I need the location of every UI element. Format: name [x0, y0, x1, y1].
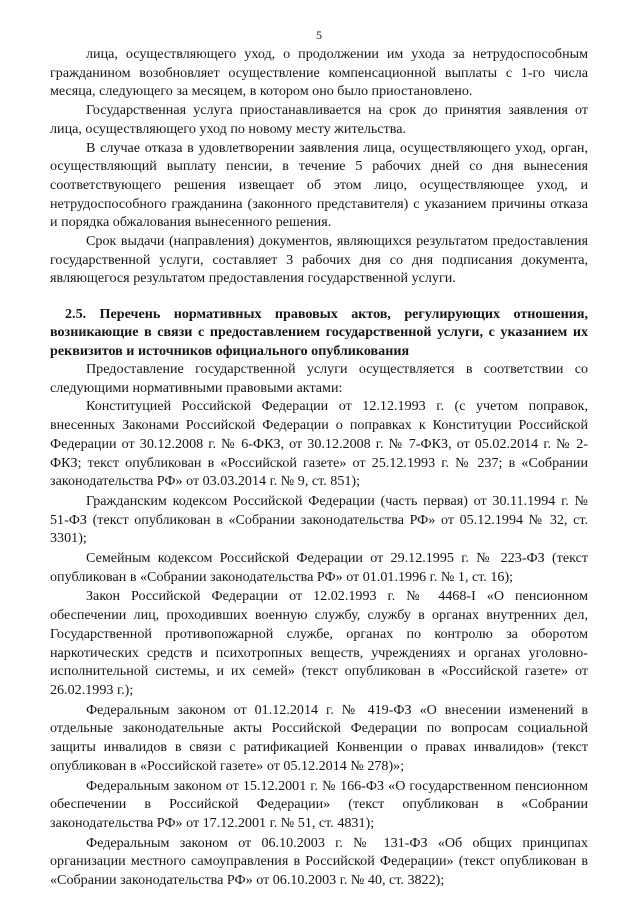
act-item-family-code: Семейным кодексом Российской Федерации от 29.12.1995 г. № 223-ФЗ (текст опубликован в «Собрании законодательства РФ» от 01.01.1996 г. № 1, ст. 16);	[50, 550, 588, 585]
paragraph-issue-term: Срок выдачи (направления) документов, являющихся результатом предоставления государственной услуги, составляет 3 рабочих дня со дня подписания документа, являющегося результатом предоставления государственной услуги.	[50, 233, 588, 287]
act-item-constitution: Конституцией Российской Федерации от 12.12.1993 г. (с учетом поправок, внесенных Законами Российской Федерации о поправках к Конституции Российской Федерации от 30.12.2008 г. № 6-ФКЗ, от 30.12.2008 г. № 7-ФКЗ, от 05.02.2014 г. № 2-ФКЗ; текст опубликован в «Российской газете» от 25.12.1993 г. № 237; в «Собрании законодательства РФ» от 03.03.2014 г. № 9, ст. 851);	[50, 398, 588, 490]
paragraph-refusal: В случае отказа в удовлетворении заявления лица, осуществляющего уход, орган, осуществляющий выплату пенсии, в течение 5 рабочих дней со дня вынесения соответствующего решения извещает об этом лицо, осуществляющее уход, и нетрудоспособного гражданина (законного представителя) с указанием причины отказа и порядка обжалования вынесенного решения.	[50, 139, 588, 231]
act-item-law-419: Федеральным законом от 01.12.2014 г. № 419-ФЗ «О внесении изменений в отдельные законодательные акты Российской Федерации по вопросам социальной защиты инвалидов в связи с ратификацией Конвенции о правах инвалидов» (текст опубликован в «Российской газете» от 05.12.2014 № 278)»;	[50, 701, 588, 774]
act-item-law-131: Федеральным законом от 06.10.2003 г. № 131-ФЗ «Об общих принципах организации местного самоуправления в Российской Федерации» (текст опубликован в «Собрании законодательства РФ» от 06.10.2003 г. № 40, ст. 3822);	[50, 834, 588, 889]
document-page	[50, 28, 588, 890]
section-heading: 2.5. Перечень нормативных правовых актов, регулирующих отношения, возникающие в связи с предоставлением государственной услуги, с указанием их реквизитов и источников официального опубликования	[50, 306, 588, 359]
paragraph-suspension: Государственная услуга приостанавливается на срок до принятия заявления от лица, осуществляющего уход по новому месту жительства.	[50, 102, 588, 137]
act-item-law-166: Федеральным законом от 15.12.2001 г. № 166-ФЗ «О государственном пенсионном обеспечении в Российской Федерации» (текст опубликован в «Собрании законодательства РФ» от 17.12.2001 г. № 51, ст. 4831);	[50, 777, 588, 831]
page-number: 5	[316, 28, 322, 42]
act-item-civil-code: Гражданским кодексом Российской Федерации (часть первая) от 30.11.1994 г. № 51-ФЗ (текст опубликован в «Собрании законодательства РФ» от 05.12.1994 № 32, ст. 3301);	[50, 492, 588, 547]
act-item-law-4468: Закон Российской Федерации от 12.02.1993 г. № 4468-I «О пенсионном обеспечении лиц, проходивших военную службу, службу в органах внутренних дел, Государственной противопожарной службе, органах по контролю за оборотом наркотических средств и психотропных веществ, учреждениях и органах уголовно-исполнительной системы, и их семей» (текст опубликован в «Российской газете» от 26.02.1993 г.);	[50, 588, 588, 698]
acts-intro: Предоставление государственной услуги осуществляется в соответствии со следующими нормативными правовыми актами:	[50, 361, 588, 396]
paragraph-resumption: лица, осуществляющего уход, о продолжении им ухода за нетрудоспособным гражданином возобновляет осуществление компенсационной выплаты с 1-го числа месяца, следующего за месяцем, в котором оно было приостановлено.	[50, 46, 588, 100]
